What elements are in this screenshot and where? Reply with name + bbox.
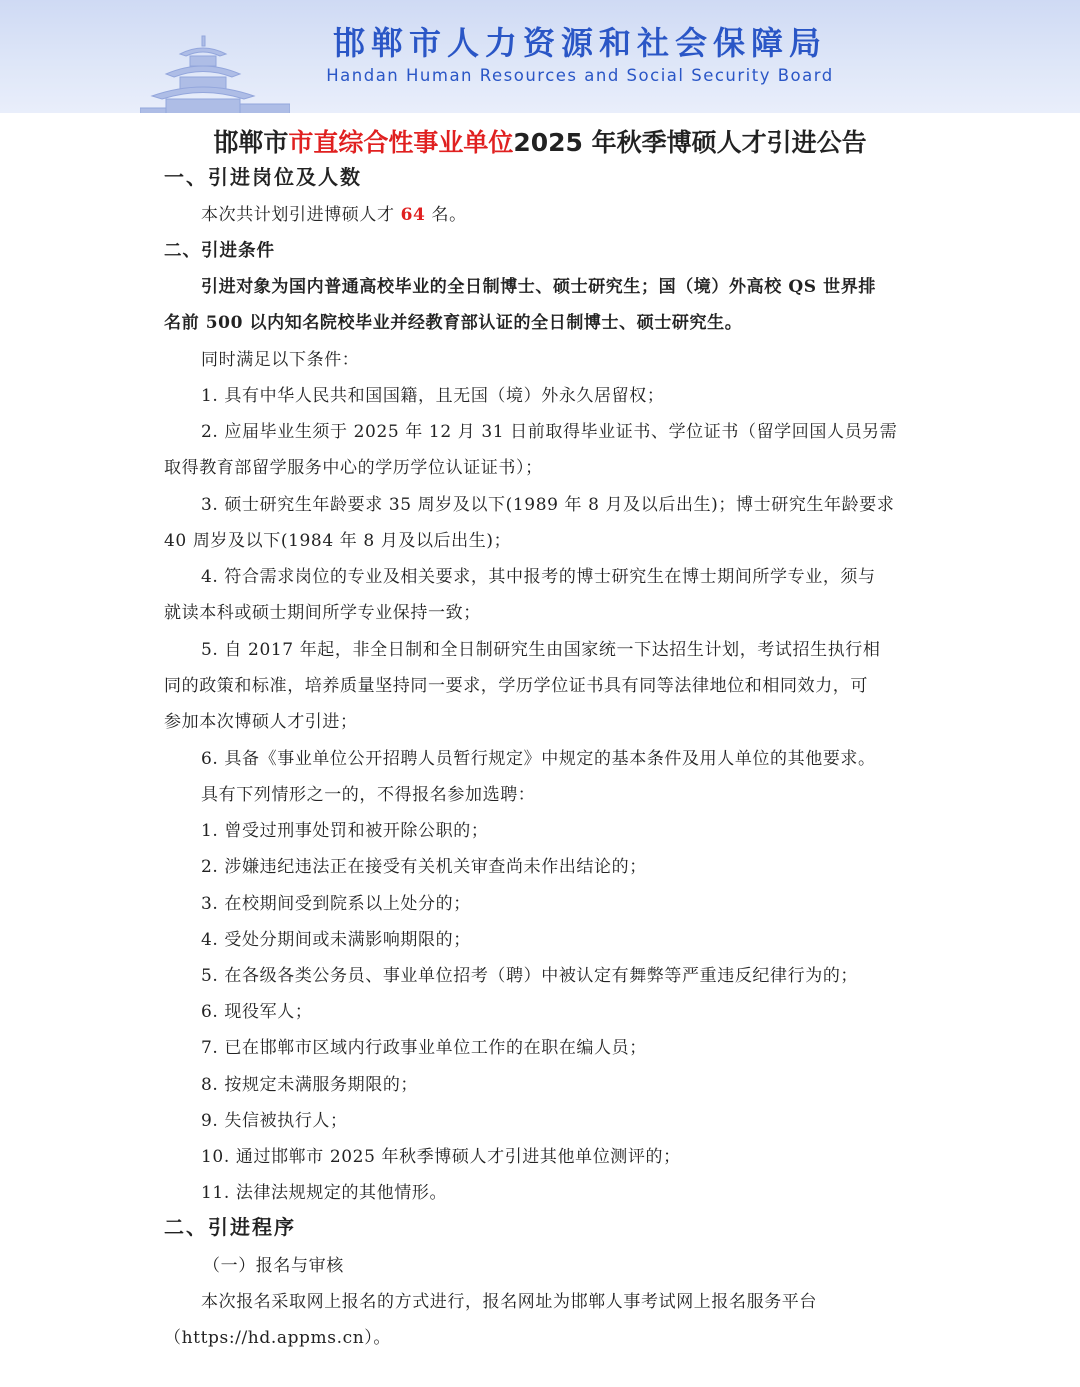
condition-5-line-1: 5. 自 2017 年起，非全日制和全日制研究生由国家统一下达招生计划，考试招生执行相 <box>201 640 881 660</box>
talent-count: 64 <box>400 205 426 225</box>
registration-text-1: 本次报名采取网上报名的方式进行，报名网址为邯郸人事考试网上报名服务平台 <box>201 1292 817 1312</box>
condition-bold-line-2: 名前 500 以内知名院校毕业并经教育部认证的全日制博士、硕士研究生。 <box>164 313 743 333</box>
exclusion-1: 1. 曾受过刑事处罚和被开除公职的； <box>201 821 489 841</box>
exclusion-2: 2. 涉嫌违纪违法正在接受有关机关审查尚未作出结论的； <box>201 857 647 877</box>
document-title <box>0 123 1080 159</box>
title-part-3: 2025 年秋季博硕人才引进公告 <box>513 128 867 157</box>
exclusion-6: 6. 现役军人； <box>201 1002 313 1022</box>
bureau-title: 邯郸市人力资源和社会保障局 <box>332 24 827 62</box>
exclusion-11: 11. 法律法规规定的其他情形。 <box>201 1183 448 1203</box>
exclusion-intro: 具有下列情形之一的，不得报名参加选聘： <box>201 785 536 805</box>
section-1-text-a: 本次共计划引进博硕人才 <box>201 205 401 225</box>
header-banner <box>0 0 1080 113</box>
exclusion-9: 9. 失信被执行人； <box>201 1111 348 1131</box>
section-1-heading: 一、引进岗位及人数 <box>164 165 362 189</box>
condition-3-line-1: 3. 硕士研究生年龄要求 35 周岁及以下(1989 年 8 月及以后出生)；博士研究生年龄要求 <box>201 495 895 515</box>
condition-3-line-2: 40 周岁及以下(1984 年 8 月及以后出生)； <box>164 531 512 551</box>
subsection-1-heading: （一）报名与审核 <box>203 1256 344 1276</box>
section-3-heading: 二、引进程序 <box>164 1215 296 1239</box>
exclusion-5: 5. 在各级各类公务员、事业单位招考（聘）中被认定有舞弊等严重违反纪律行为的； <box>201 966 859 986</box>
section-2-heading: 二、引进条件 <box>164 241 275 261</box>
exclusion-7: 7. 已在邯郸市区域内行政事业单位工作的在职在编人员； <box>201 1038 647 1058</box>
condition-2-line-1: 2. 应届毕业生须于 2025 年 12 月 31 日前取得毕业证书、学位证书（留学回国人员另需 <box>201 422 898 442</box>
condition-4-line-2: 就读本科或硕士期间所学专业保持一致； <box>164 603 481 623</box>
exclusion-10: 10. 通过邯郸市 2025 年秋季博硕人才引进其他单位测评的； <box>201 1147 681 1167</box>
title-part-2: 市直综合性事业单位 <box>288 128 514 157</box>
bureau-subtitle: Handan Human Resources and Social Security Board <box>326 66 834 85</box>
condition-bold-line-1: 引进对象为国内普通高校毕业的全日制博士、硕士研究生；国（境）外高校 QS 世界排 <box>201 277 876 297</box>
condition-5-line-2: 同的政策和标准，培养质量坚持同一要求，学历学位证书具有同等法律地位和相同效力，可 <box>164 676 868 696</box>
exclusion-8: 8. 按规定未满服务期限的； <box>201 1075 419 1095</box>
condition-4-line-1: 4. 符合需求岗位的专业及相关要求，其中报考的博士研究生在博士期间所学专业，须与 <box>201 567 876 587</box>
condition-6: 6. 具备《事业单位公开招聘人员暂行规定》中规定的基本条件及用人单位的其他要求。 <box>201 749 876 769</box>
exclusion-3: 3. 在校期间受到院系以上处分的； <box>201 894 471 914</box>
condition-1: 1. 具有中华人民共和国国籍，且无国（境）外永久居留权； <box>201 386 665 406</box>
condition-5-line-3: 参加本次博硕人才引进； <box>164 712 358 732</box>
registration-text-2: （https://hd.appms.cn）。 <box>164 1328 391 1348</box>
condition-2-line-2: 取得教育部留学服务中心的学历学位认证证书）； <box>164 458 543 478</box>
title-part-1: 邯郸市 <box>213 128 289 157</box>
exclusion-4: 4. 受处分期间或未满影响期限的； <box>201 930 471 950</box>
section-1-text <box>201 203 467 227</box>
condition-intro: 同时满足以下条件： <box>201 350 360 370</box>
section-1-text-b: 名。 <box>425 205 467 225</box>
